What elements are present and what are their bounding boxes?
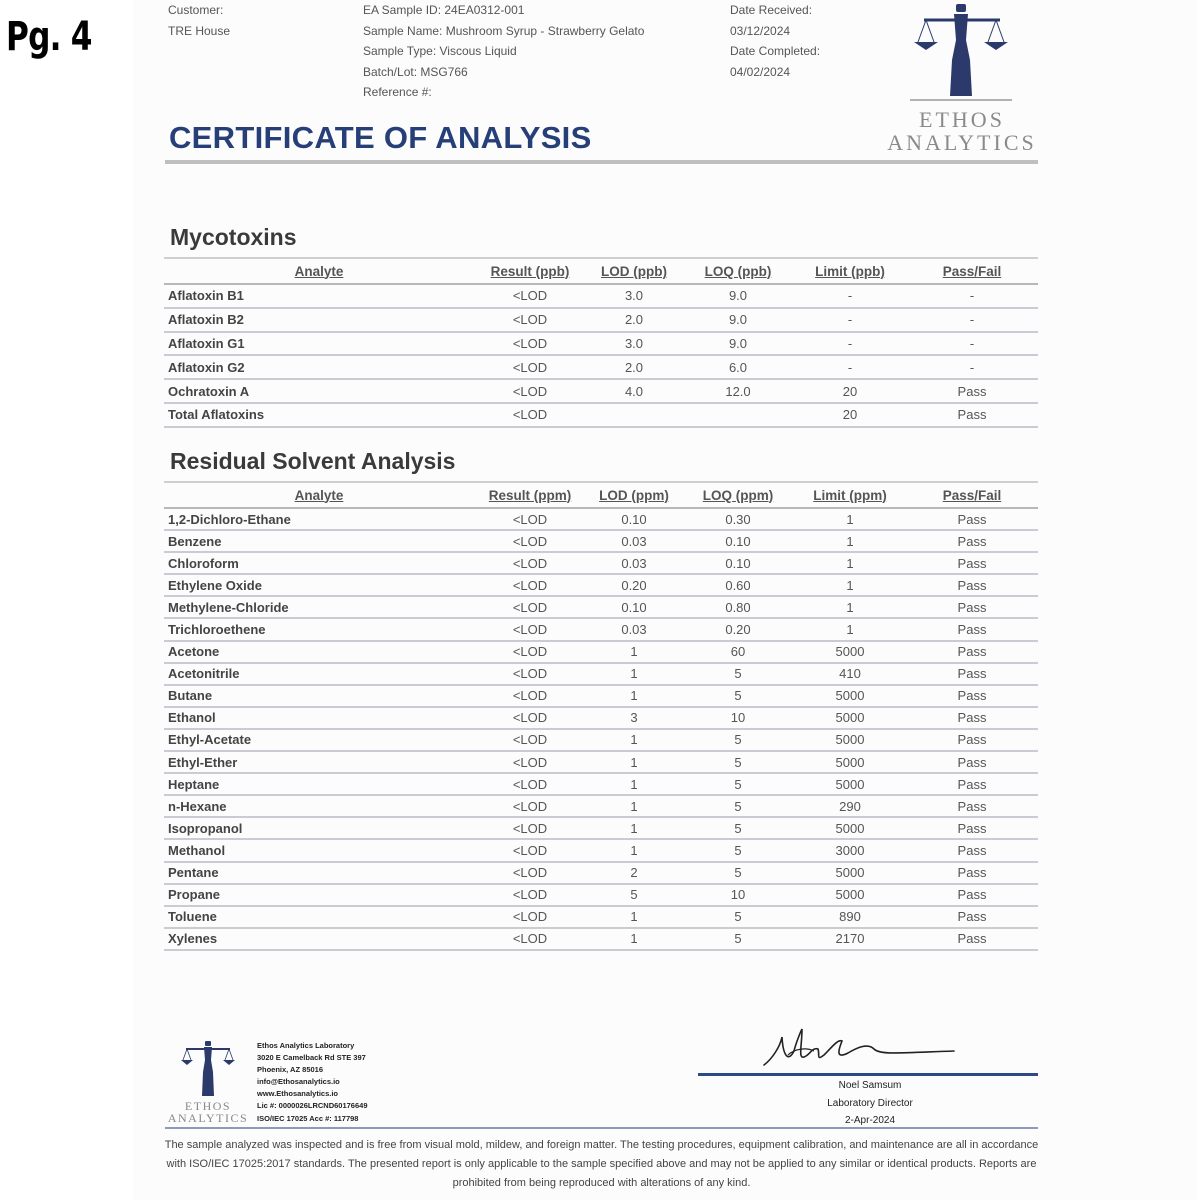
- analyte-name: Heptane: [164, 773, 474, 795]
- table-cell: 1: [794, 552, 906, 574]
- analyte-name: Isopropanol: [164, 817, 474, 839]
- solvents-col-header: LOD (ppm): [586, 482, 682, 508]
- table-row: [164, 773, 1038, 795]
- table-cell: 2.0: [586, 355, 682, 379]
- table-cell: <LOD: [474, 751, 586, 773]
- date-received-label: Date Received:: [730, 3, 813, 17]
- lab-info-line: ISO/IEC 17025 Acc #: 117798: [257, 1113, 359, 1123]
- table-cell: Pass: [906, 839, 1038, 861]
- table-row: [164, 508, 1038, 530]
- table-cell: 20: [794, 403, 906, 427]
- analyte-name: 1,2-Dichloro-Ethane: [164, 508, 474, 530]
- table-cell: Pass: [906, 641, 1038, 663]
- analyte-name: Total Aflatoxins: [164, 403, 474, 427]
- table-row: [164, 574, 1038, 596]
- analyte-name: Ochratoxin A: [164, 379, 474, 403]
- table-row: [164, 839, 1038, 861]
- table-cell: 1: [794, 530, 906, 552]
- lab-info-line: www.Ethosanalytics.io: [257, 1089, 338, 1099]
- table-cell: -: [794, 308, 906, 332]
- table-cell: 1: [586, 928, 682, 950]
- table-cell: 0.03: [586, 618, 682, 640]
- table-cell: Pass: [906, 508, 1038, 530]
- table-cell: <LOD: [474, 773, 586, 795]
- mycotoxins-col-header: LOD (ppb): [586, 258, 682, 284]
- mycotoxins-title: Mycotoxins: [170, 224, 297, 250]
- analyte-name: Propane: [164, 884, 474, 906]
- batch-lot: Batch/Lot: MSG766: [363, 64, 468, 79]
- table-cell: 5: [682, 928, 794, 950]
- mycotoxins-col-header: Pass/Fail: [906, 258, 1038, 284]
- table-cell: <LOD: [474, 928, 586, 950]
- mycotoxins-col-header: Analyte: [164, 258, 474, 284]
- table-cell: 0.10: [682, 552, 794, 574]
- table-cell: Pass: [906, 795, 1038, 817]
- table-cell: 1: [586, 906, 682, 928]
- table-cell: 0.30: [682, 508, 794, 530]
- table-cell: 1: [586, 685, 682, 707]
- table-cell: Pass: [906, 817, 1038, 839]
- analyte-name: Aflatoxin B1: [164, 284, 474, 308]
- table-cell: 3.0: [586, 332, 682, 356]
- signer-role: Laboratory Director: [827, 1097, 913, 1109]
- table-cell: 1: [794, 618, 906, 640]
- table-cell: 1: [586, 751, 682, 773]
- analyte-name: Chloroform: [164, 552, 474, 574]
- table-cell: 2: [586, 862, 682, 884]
- lab-info-line: Phoenix, AZ 85016: [257, 1065, 323, 1075]
- table-cell: <LOD: [474, 508, 586, 530]
- table-cell: 3000: [794, 839, 906, 861]
- analyte-name: Trichloroethene: [164, 618, 474, 640]
- table-cell: 6.0: [682, 355, 794, 379]
- table-cell: <LOD: [474, 862, 586, 884]
- table-row: [164, 552, 1038, 574]
- table-cell: -: [906, 355, 1038, 379]
- table-cell: <LOD: [474, 839, 586, 861]
- table-cell: <LOD: [474, 641, 586, 663]
- solvents-title: Residual Solvent Analysis: [170, 448, 456, 474]
- table-cell: <LOD: [474, 707, 586, 729]
- table-cell: 1: [586, 795, 682, 817]
- lab-info-line: Ethos Analytics Laboratory: [257, 1041, 355, 1050]
- table-cell: 0.03: [586, 530, 682, 552]
- mycotoxins-table: [164, 257, 1038, 428]
- table-cell: <LOD: [474, 308, 586, 332]
- sample-type: Sample Type: Viscous Liquid: [363, 44, 517, 58]
- table-cell: [682, 403, 794, 427]
- table-cell: 0.10: [682, 530, 794, 552]
- customer-value: TRE House: [168, 23, 231, 38]
- table-cell: 9.0: [682, 284, 794, 308]
- table-cell: <LOD: [474, 729, 586, 751]
- table-cell: Pass: [906, 906, 1038, 928]
- table-cell: -: [794, 332, 906, 356]
- table-cell: 5: [682, 906, 794, 928]
- table-cell: 5000: [794, 685, 906, 707]
- table-cell: 0.03: [586, 552, 682, 574]
- table-row: [164, 308, 1038, 332]
- table-cell: 5: [682, 729, 794, 751]
- table-cell: <LOD: [474, 906, 586, 928]
- title-divider: [165, 160, 1038, 164]
- table-cell: 1: [794, 574, 906, 596]
- table-cell: Pass: [906, 618, 1038, 640]
- analyte-name: Methanol: [164, 839, 474, 861]
- table-cell: Pass: [906, 884, 1038, 906]
- mycotoxins-col-header: Limit (ppb): [794, 258, 906, 284]
- analyte-name: Xylenes: [164, 928, 474, 950]
- table-cell: Pass: [906, 552, 1038, 574]
- table-cell: 4.0: [586, 379, 682, 403]
- table-cell: 5000: [794, 707, 906, 729]
- solvents-col-header: Result (ppm): [474, 482, 586, 508]
- table-cell: Pass: [906, 403, 1038, 427]
- table-cell: 1: [586, 839, 682, 861]
- table-cell: 5: [682, 862, 794, 884]
- table-cell: Pass: [906, 707, 1038, 729]
- table-cell: -: [906, 284, 1038, 308]
- table-cell: 0.20: [586, 574, 682, 596]
- table-cell: 0.80: [682, 596, 794, 618]
- table-cell: 0.20: [682, 618, 794, 640]
- sample-block: [363, 0, 644, 103]
- table-cell: -: [906, 308, 1038, 332]
- table-cell: 5000: [794, 884, 906, 906]
- footer-logo-line-1: ETHOS: [184, 1099, 232, 1113]
- table-cell: Pass: [906, 596, 1038, 618]
- table-cell: 2170: [794, 928, 906, 950]
- table-cell: <LOD: [474, 574, 586, 596]
- table-cell: Pass: [906, 379, 1038, 403]
- table-cell: 5: [682, 685, 794, 707]
- dates-block: [730, 0, 820, 82]
- table-cell: Pass: [906, 928, 1038, 950]
- table-cell: 3: [586, 707, 682, 729]
- logo-line-2: ANALYTICS: [887, 130, 1037, 155]
- table-cell: 12.0: [682, 379, 794, 403]
- table-row: [164, 663, 1038, 685]
- table-cell: Pass: [906, 685, 1038, 707]
- solvents-col-header: Limit (ppm): [794, 482, 906, 508]
- table-row: [164, 618, 1038, 640]
- reference: Reference #:: [363, 85, 432, 99]
- page-label: Pg. 4: [6, 14, 92, 60]
- table-cell: 5000: [794, 862, 906, 884]
- analyte-name: Acetone: [164, 641, 474, 663]
- mycotoxins-col-header: LOQ (ppb): [682, 258, 794, 284]
- table-cell: 5000: [794, 641, 906, 663]
- table-row: [164, 817, 1038, 839]
- table-row: [164, 906, 1038, 928]
- page-title: CERTIFICATE OF ANALYSIS: [169, 120, 592, 155]
- table-cell: 9.0: [682, 332, 794, 356]
- table-cell: <LOD: [474, 618, 586, 640]
- table-cell: 5: [682, 663, 794, 685]
- table-cell: 60: [682, 641, 794, 663]
- table-cell: 5000: [794, 773, 906, 795]
- date-received: 03/12/2024: [730, 23, 791, 38]
- table-row: [164, 355, 1038, 379]
- table-row: [164, 729, 1038, 751]
- ethos-logo-text: [884, 108, 1040, 154]
- table-cell: 1: [794, 596, 906, 618]
- table-cell: 1: [586, 773, 682, 795]
- date-completed-label: Date Completed:: [730, 44, 821, 58]
- table-cell: <LOD: [474, 685, 586, 707]
- table-cell: 20: [794, 379, 906, 403]
- table-cell: Pass: [906, 729, 1038, 751]
- table-cell: [586, 403, 682, 427]
- lab-info-line: info@Ethosanalytics.io: [257, 1077, 340, 1087]
- analyte-name: Ethyl-Acetate: [164, 729, 474, 751]
- table-cell: 1: [586, 817, 682, 839]
- table-cell: Pass: [906, 773, 1038, 795]
- table-cell: -: [794, 284, 906, 308]
- table-row: [164, 530, 1038, 552]
- table-cell: <LOD: [474, 332, 586, 356]
- table-row: [164, 685, 1038, 707]
- table-cell: 5000: [794, 729, 906, 751]
- table-cell: <LOD: [474, 817, 586, 839]
- analyte-name: Butane: [164, 685, 474, 707]
- analyte-name: Aflatoxin B2: [164, 308, 474, 332]
- lab-info-line: Lic #: 0000026LRCND60176649: [257, 1101, 368, 1111]
- table-cell: 5000: [794, 751, 906, 773]
- table-cell: 890: [794, 906, 906, 928]
- mycotoxins-col-header: Result (ppb): [474, 258, 586, 284]
- analyte-name: Ethyl-Ether: [164, 751, 474, 773]
- lab-contact-info: [257, 1040, 368, 1125]
- table-cell: 10: [682, 707, 794, 729]
- analyte-name: Ethanol: [164, 707, 474, 729]
- table-cell: <LOD: [474, 552, 586, 574]
- analyte-name: Ethylene Oxide: [164, 574, 474, 596]
- table-cell: -: [906, 332, 1038, 356]
- table-cell: <LOD: [474, 355, 586, 379]
- table-cell: <LOD: [474, 284, 586, 308]
- lab-info-line: 3020 E Camelback Rd STE 397: [257, 1053, 366, 1063]
- table-cell: <LOD: [474, 530, 586, 552]
- table-row: [164, 284, 1038, 308]
- table-cell: <LOD: [474, 403, 586, 427]
- analyte-name: Pentane: [164, 862, 474, 884]
- signature-line: [698, 1073, 1038, 1076]
- table-cell: Pass: [906, 751, 1038, 773]
- footer-scales-logo-icon: [178, 1040, 238, 1102]
- table-cell: 410: [794, 663, 906, 685]
- solvents-col-header: LOQ (ppm): [682, 482, 794, 508]
- table-row: [164, 751, 1038, 773]
- table-row: [164, 795, 1038, 817]
- table-cell: -: [794, 355, 906, 379]
- table-cell: 2.0: [586, 308, 682, 332]
- signer-name: Noel Samsum: [838, 1080, 902, 1091]
- table-cell: Pass: [906, 530, 1038, 552]
- footer-logo-line-2: ANALYTICS: [167, 1111, 249, 1125]
- signature-block: [780, 1077, 960, 1130]
- table-row: [164, 862, 1038, 884]
- analyte-name: n-Hexane: [164, 795, 474, 817]
- table-cell: Pass: [906, 862, 1038, 884]
- table-cell: 5: [682, 817, 794, 839]
- customer-label: Customer:: [168, 3, 224, 17]
- table-row: [164, 596, 1038, 618]
- table-cell: <LOD: [474, 663, 586, 685]
- sample-id: EA Sample ID: 24EA0312-001: [363, 3, 525, 17]
- analyte-name: Toluene: [164, 906, 474, 928]
- table-row: [164, 379, 1038, 403]
- analyte-name: Aflatoxin G1: [164, 332, 474, 356]
- table-cell: 5: [586, 884, 682, 906]
- table-cell: 0.10: [586, 508, 682, 530]
- table-row: [164, 884, 1038, 906]
- table-cell: 1: [586, 663, 682, 685]
- date-completed: 04/02/2024: [730, 64, 791, 79]
- analyte-name: Aflatoxin G2: [164, 355, 474, 379]
- table-cell: <LOD: [474, 596, 586, 618]
- solvents-col-header: Analyte: [164, 482, 474, 508]
- table-row: [164, 641, 1038, 663]
- footer-divider: [165, 1127, 1038, 1129]
- table-cell: 5: [682, 839, 794, 861]
- table-cell: Pass: [906, 663, 1038, 685]
- table-cell: <LOD: [474, 795, 586, 817]
- analyte-name: Methylene-Chloride: [164, 596, 474, 618]
- analyte-name: Benzene: [164, 530, 474, 552]
- table-row: [164, 403, 1038, 427]
- table-row: [164, 332, 1038, 356]
- signature-date: 2-Apr-2024: [844, 1115, 896, 1126]
- table-cell: <LOD: [474, 379, 586, 403]
- table-cell: 5: [682, 795, 794, 817]
- sample-name: Sample Name: Mushroom Syrup - Strawberry Gelato: [363, 23, 645, 38]
- table-cell: 10: [682, 884, 794, 906]
- signature-image: [758, 1025, 958, 1073]
- table-cell: 3.0: [586, 284, 682, 308]
- analyte-name: Acetonitrile: [164, 663, 474, 685]
- disclaimer-text: The sample analyzed was inspected and is free from visual mold, mildew, and foreign matter. The testing procedures, equipment calibration, and maintenance are all in accordance with ISO/IEC 17025:2017 standards. The presented report is only applicable to the sample specified above and may not be applied to any similar or identical products. Reports are prohibited from being reproduced with alterations of any kind.: [164, 1139, 1039, 1189]
- table-cell: Pass: [906, 574, 1038, 596]
- table-cell: 0.60: [682, 574, 794, 596]
- footer-logo-text: [163, 1100, 253, 1124]
- table-cell: <LOD: [474, 884, 586, 906]
- logo-line-1: ETHOS: [919, 107, 1005, 132]
- table-cell: 1: [586, 641, 682, 663]
- table-cell: 5000: [794, 817, 906, 839]
- table-cell: 290: [794, 795, 906, 817]
- customer-block: [168, 0, 230, 41]
- table-cell: 1: [794, 508, 906, 530]
- table-row: [164, 928, 1038, 950]
- table-row: [164, 707, 1038, 729]
- solvents-col-header: Pass/Fail: [906, 482, 1038, 508]
- solvents-table: [164, 481, 1038, 951]
- table-cell: 1: [586, 729, 682, 751]
- table-cell: 5: [682, 751, 794, 773]
- table-cell: 5: [682, 773, 794, 795]
- table-cell: 9.0: [682, 308, 794, 332]
- table-cell: 0.10: [586, 596, 682, 618]
